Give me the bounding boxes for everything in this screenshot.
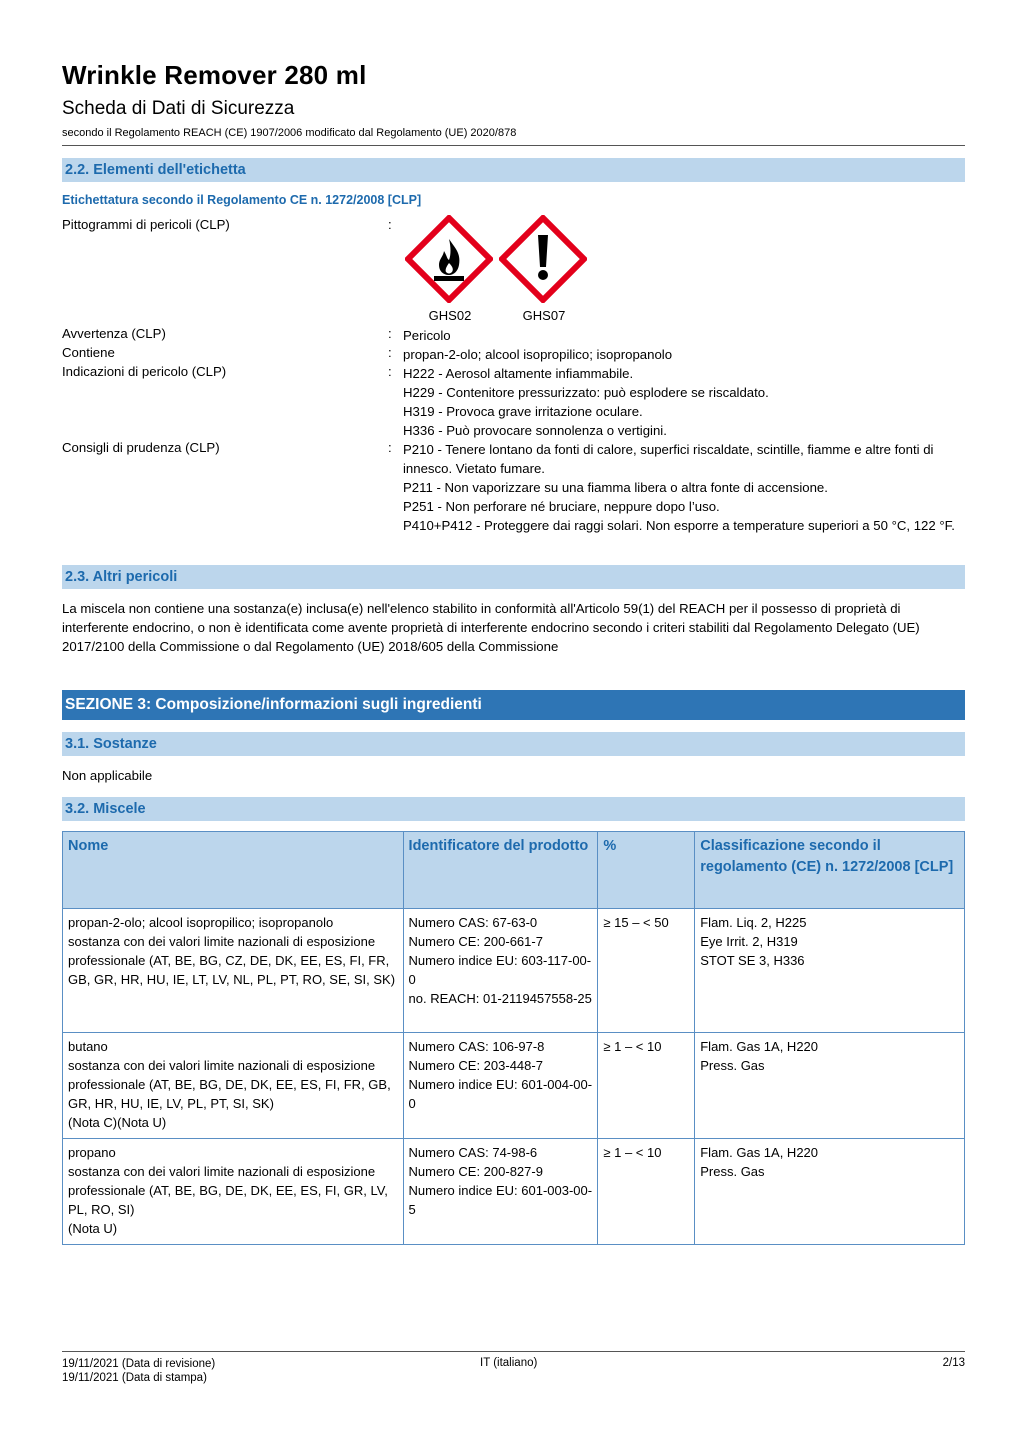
footer-dates [62, 1357, 215, 1385]
colon: : [388, 326, 392, 341]
substance-note: (Nota C)(Nota U) [68, 1115, 167, 1130]
other-hazards-text: La miscela non contiene una sostanza(e) inclusa(e) nell'elenco stabilito in conformità all'Articolo 59(1) del REACH per il possesso di proprietà di interferente endocrino, o non è identificata come avente proprietà di interferente endocrino secondo i criteri stabiliti dal Regolamento Delegato (UE) 2017/2100 della Commissione o dal Regolamento (UE) 2018/605 della Commissione [62, 601, 920, 654]
substance-note: sostanza con dei valori limite nazionali di esposizione professionale (AT, BE, BG, DE, DK, EE, ES, FI, FR, GB, GR, HR, HU, IE, LV, PL, PT, SI, SK) [68, 1058, 391, 1111]
cell-classification [695, 909, 965, 1033]
classification: Flam. Gas 1A, H220 [700, 1039, 819, 1054]
identifier: Numero CAS: 67-63-0 [408, 915, 538, 930]
table-header-row [63, 832, 965, 909]
heading-3-2: 3.2. Miscele [62, 797, 965, 821]
page-number: 2/13 [942, 1357, 965, 1369]
heading-3-1: 3.1. Sostanze [62, 732, 965, 756]
hazard-statement: H336 - Può provocare sonnolenza o vertigini. [403, 423, 667, 438]
cell-classification [695, 1139, 965, 1245]
colon: : [388, 364, 392, 379]
table-row [63, 1139, 965, 1245]
column-header-name: Nome [63, 832, 404, 909]
mixture-table [62, 831, 965, 1245]
precautionary-statement: P210 - Tenere lontano da fonti di calore, superfici riscaldate, scintille, fiamme e altre fonti di innesco. Vietato fumare. [403, 442, 934, 476]
colon: : [388, 217, 392, 232]
precautionary-statements [403, 440, 963, 535]
hazard-statement: H222 - Aerosol altamente infiammabile. [403, 366, 634, 381]
cell-name [63, 909, 404, 1033]
document-subtitle: Scheda di Dati di Sicurezza [62, 98, 295, 119]
hazard-pictograms [403, 215, 593, 325]
classification: STOT SE 3, H336 [700, 953, 805, 968]
cell-identifiers [403, 1033, 598, 1139]
footer-language: IT (italiano) [480, 1357, 538, 1369]
footer-divider [62, 1351, 965, 1352]
cell-name [63, 1033, 404, 1139]
precautionary-statement: P211 - Non vaporizzare su una fiamma libera o altra fonte di accensione. [403, 480, 828, 495]
signal-word-label: Avvertenza (CLP) [62, 326, 166, 341]
contains-value [403, 345, 963, 364]
identifier: Numero CAS: 74-98-6 [408, 1145, 538, 1160]
substance-name: propan-2-olo; alcool isopropilico; isopropanolo [68, 915, 334, 930]
regulation-note: secondo il Regolamento REACH (CE) 1907/2006 modificato dal Regolamento (UE) 2020/878 [62, 127, 517, 139]
cell-identifiers [403, 1139, 598, 1245]
exclamation-icon [499, 215, 587, 303]
print-date: 19/11/2021 (Data di stampa) [62, 1372, 207, 1384]
classification: Flam. Gas 1A, H220 [700, 1145, 819, 1160]
substance-note: sostanza con dei valori limite nazionali di esposizione professionale (AT, BE, BG, CZ, DE, DK, EE, ES, FI, FR, GB, GR, HR, HU, IE, LT, LV, NL, PL, PT, RO, SE, SI, SK) [68, 934, 396, 987]
hazard-statements [403, 364, 963, 440]
column-header-percent: % [598, 832, 695, 909]
document-title: Wrinkle Remover 280 ml [62, 60, 367, 90]
precautionary-label: Consigli di prudenza (CLP) [62, 440, 220, 455]
identifier: Numero CAS: 106-97-8 [408, 1039, 545, 1054]
revision-date: 19/11/2021 (Data di revisione) [62, 1358, 216, 1370]
ghs07-code: GHS07 [522, 308, 566, 323]
precautionary-statement: P251 - Non perforare né bruciare, neppure dopo l’uso. [403, 499, 720, 514]
substance-name: butano [68, 1039, 108, 1054]
classification: Flam. Liq. 2, H225 [700, 915, 807, 930]
header-divider [62, 145, 965, 146]
hazard-statement: H319 - Provoca grave irritazione oculare. [403, 404, 643, 419]
section-3-heading: SEZIONE 3: Composizione/informazioni sugli ingredienti [62, 690, 965, 720]
identifier: no. REACH: 01-2119457558-25 [408, 991, 592, 1006]
pictograms-label: Pittogrammi di pericoli (CLP) [62, 217, 230, 232]
identifier: Numero indice EU: 601-004-00-0 [408, 1077, 593, 1111]
heading-2-2: 2.2. Elementi dell'etichetta [62, 158, 965, 182]
table-row [63, 909, 965, 1033]
cell-percent: ≥ 15 – < 50 [598, 909, 695, 1033]
contains-label: Contiene [62, 345, 115, 360]
classification: Press. Gas [700, 1164, 765, 1179]
value-line: Pericolo [403, 328, 451, 343]
colon: : [388, 345, 392, 360]
identifier: Numero CE: 203-448-7 [408, 1058, 543, 1073]
value-line: propan-2-olo; alcool isopropilico; isopropanolo [403, 347, 673, 362]
column-header-identifier: Identificatore del prodotto [403, 832, 598, 909]
hazard-statements-label: Indicazioni di pericolo (CLP) [62, 364, 227, 379]
precautionary-statement: P410+P412 - Proteggere dai raggi solari. Non esporre a temperature superiori a 50 °C, 122 °F. [403, 518, 955, 533]
column-header-classification: Classificazione secondo il regolamento (CE) n. 1272/2008 [CLP] [695, 832, 965, 909]
cell-percent: ≥ 1 – < 10 [598, 1139, 695, 1245]
substance-note: sostanza con dei valori limite nazionali di esposizione professionale (AT, BE, BG, DE, DK, EE, ES, FI, GR, LV, PL, RO, SI) [68, 1164, 388, 1217]
identifier: Numero CE: 200-661-7 [408, 934, 543, 949]
heading-2-3: 2.3. Altri pericoli [62, 565, 965, 589]
cell-name [63, 1139, 404, 1245]
ghs07-pictogram [499, 215, 589, 323]
substances-text: Non applicabile [62, 768, 153, 783]
identifier: Numero CE: 200-827-9 [408, 1164, 543, 1179]
substance-name: propano [68, 1145, 116, 1160]
classification: Eye Irrit. 2, H319 [700, 934, 798, 949]
signal-word-value [403, 326, 963, 345]
hazard-statement: H229 - Contenitore pressurizzato: può esplodere se riscaldato. [403, 385, 769, 400]
classification: Press. Gas [700, 1058, 765, 1073]
cell-identifiers [403, 909, 598, 1033]
ghs02-code: GHS02 [428, 308, 472, 323]
ghs02-pictogram [405, 215, 495, 323]
colon: : [388, 440, 392, 455]
substance-note: (Nota U) [68, 1221, 118, 1236]
labelling-title: Etichettatura secondo il Regolamento CE n. 1272/2008 [CLP] [62, 193, 422, 207]
identifier: Numero indice EU: 601-003-00-5 [408, 1183, 593, 1217]
table-row [63, 1033, 965, 1139]
cell-classification [695, 1033, 965, 1139]
flame-icon [405, 215, 493, 303]
cell-percent: ≥ 1 – < 10 [598, 1033, 695, 1139]
identifier: Numero indice EU: 603-117-00-0 [408, 953, 592, 987]
